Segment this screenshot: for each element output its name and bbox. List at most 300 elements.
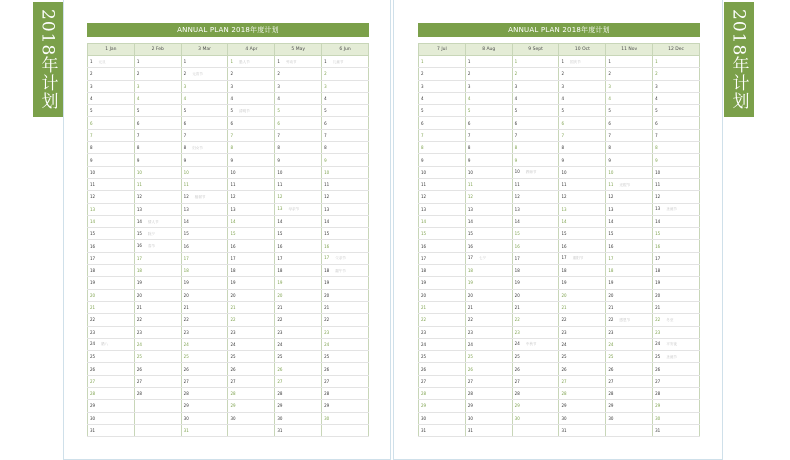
day-cell[interactable]	[559, 265, 606, 277]
day-cell[interactable]	[275, 154, 322, 166]
day-cell[interactable]	[88, 252, 135, 264]
day-cell[interactable]	[559, 166, 606, 178]
day-cell[interactable]	[465, 129, 512, 141]
day-cell[interactable]	[134, 301, 181, 313]
day-cell[interactable]	[275, 166, 322, 178]
day-cell[interactable]	[512, 191, 559, 203]
day-cell[interactable]	[228, 388, 275, 400]
day-cell[interactable]	[322, 105, 369, 117]
day-cell[interactable]	[419, 142, 466, 154]
day-cell[interactable]	[275, 178, 322, 190]
day-cell[interactable]	[465, 117, 512, 129]
day-cell[interactable]	[228, 326, 275, 338]
day-cell[interactable]	[275, 105, 322, 117]
day-cell[interactable]	[465, 105, 512, 117]
day-cell[interactable]	[653, 166, 700, 178]
day-cell[interactable]	[559, 240, 606, 252]
day-cell[interactable]	[88, 80, 135, 92]
day-cell[interactable]	[512, 129, 559, 141]
day-cell[interactable]	[419, 92, 466, 104]
day-cell[interactable]	[653, 338, 700, 350]
day-cell[interactable]	[88, 166, 135, 178]
day-cell[interactable]	[322, 314, 369, 326]
day-cell[interactable]	[275, 80, 322, 92]
day-cell[interactable]	[275, 326, 322, 338]
day-cell[interactable]	[181, 289, 228, 301]
day-cell[interactable]	[181, 400, 228, 412]
day-cell[interactable]	[512, 80, 559, 92]
day-cell[interactable]	[419, 375, 466, 387]
day-cell[interactable]	[134, 203, 181, 215]
day-cell[interactable]	[465, 277, 512, 289]
day-cell[interactable]	[559, 215, 606, 227]
day-cell[interactable]	[512, 412, 559, 424]
day-cell[interactable]	[606, 424, 653, 436]
day-cell[interactable]	[228, 215, 275, 227]
day-cell[interactable]	[88, 240, 135, 252]
day-cell[interactable]	[181, 363, 228, 375]
day-cell[interactable]	[606, 191, 653, 203]
day-cell[interactable]	[512, 142, 559, 154]
day-cell[interactable]	[322, 154, 369, 166]
day-cell[interactable]	[228, 191, 275, 203]
day-cell[interactable]	[465, 388, 512, 400]
day-cell[interactable]	[419, 129, 466, 141]
day-cell[interactable]	[181, 191, 228, 203]
day-cell[interactable]	[606, 228, 653, 240]
day-cell[interactable]	[88, 265, 135, 277]
day-cell[interactable]	[88, 289, 135, 301]
day-cell[interactable]	[653, 228, 700, 240]
day-cell[interactable]	[653, 56, 700, 68]
day-cell[interactable]	[88, 388, 135, 400]
day-cell[interactable]	[559, 68, 606, 80]
day-cell[interactable]	[275, 338, 322, 350]
day-cell[interactable]	[559, 424, 606, 436]
day-cell[interactable]	[559, 412, 606, 424]
day-cell[interactable]	[653, 289, 700, 301]
day-cell[interactable]	[606, 388, 653, 400]
day-cell[interactable]	[559, 363, 606, 375]
day-cell[interactable]	[275, 363, 322, 375]
day-cell[interactable]	[606, 400, 653, 412]
day-cell[interactable]	[559, 191, 606, 203]
day-cell[interactable]	[88, 301, 135, 313]
day-cell[interactable]	[134, 68, 181, 80]
day-cell[interactable]	[181, 338, 228, 350]
day-cell[interactable]	[228, 129, 275, 141]
day-cell[interactable]	[512, 277, 559, 289]
day-cell[interactable]	[88, 215, 135, 227]
day-cell[interactable]	[322, 412, 369, 424]
day-cell[interactable]	[606, 240, 653, 252]
day-cell[interactable]	[512, 166, 559, 178]
day-cell[interactable]	[322, 252, 369, 264]
day-cell[interactable]	[653, 154, 700, 166]
day-cell[interactable]	[134, 252, 181, 264]
day-cell[interactable]	[465, 203, 512, 215]
day-cell[interactable]	[134, 326, 181, 338]
day-cell[interactable]	[559, 178, 606, 190]
day-cell[interactable]	[134, 154, 181, 166]
day-cell[interactable]	[181, 326, 228, 338]
day-cell[interactable]	[465, 191, 512, 203]
day-cell[interactable]	[88, 363, 135, 375]
day-cell[interactable]	[181, 154, 228, 166]
day-cell[interactable]	[181, 228, 228, 240]
day-cell[interactable]	[228, 166, 275, 178]
day-cell[interactable]	[181, 142, 228, 154]
day-cell[interactable]	[322, 80, 369, 92]
day-cell[interactable]	[88, 178, 135, 190]
day-cell[interactable]	[181, 412, 228, 424]
day-cell[interactable]	[134, 105, 181, 117]
day-cell[interactable]	[181, 314, 228, 326]
day-cell[interactable]	[653, 388, 700, 400]
day-cell[interactable]	[181, 265, 228, 277]
day-cell[interactable]	[512, 68, 559, 80]
day-cell[interactable]	[559, 314, 606, 326]
day-cell[interactable]	[512, 363, 559, 375]
day-cell[interactable]	[228, 363, 275, 375]
day-cell[interactable]	[465, 351, 512, 363]
day-cell[interactable]	[559, 388, 606, 400]
day-cell[interactable]	[419, 215, 466, 227]
day-cell[interactable]	[512, 56, 559, 68]
day-cell[interactable]	[181, 252, 228, 264]
day-cell[interactable]	[181, 351, 228, 363]
day-cell[interactable]	[419, 424, 466, 436]
day-cell[interactable]	[322, 92, 369, 104]
day-cell[interactable]	[512, 252, 559, 264]
day-cell[interactable]	[606, 375, 653, 387]
day-cell[interactable]	[228, 289, 275, 301]
day-cell[interactable]	[419, 228, 466, 240]
day-cell[interactable]	[88, 400, 135, 412]
day-cell[interactable]	[134, 166, 181, 178]
day-cell[interactable]	[275, 289, 322, 301]
day-cell[interactable]	[559, 326, 606, 338]
day-cell[interactable]	[275, 265, 322, 277]
day-cell[interactable]	[275, 252, 322, 264]
day-cell[interactable]	[559, 338, 606, 350]
day-cell[interactable]	[653, 142, 700, 154]
day-cell[interactable]	[653, 351, 700, 363]
day-cell[interactable]	[134, 228, 181, 240]
day-cell[interactable]	[606, 92, 653, 104]
day-cell[interactable]	[419, 289, 466, 301]
day-cell[interactable]	[606, 178, 653, 190]
day-cell[interactable]	[419, 301, 466, 313]
day-cell[interactable]	[512, 154, 559, 166]
day-cell[interactable]	[228, 92, 275, 104]
day-cell[interactable]	[228, 314, 275, 326]
day-cell[interactable]	[228, 240, 275, 252]
day-cell[interactable]	[465, 412, 512, 424]
day-cell[interactable]	[181, 424, 228, 436]
day-cell[interactable]	[465, 215, 512, 227]
day-cell[interactable]	[653, 301, 700, 313]
day-cell[interactable]	[275, 203, 322, 215]
day-cell[interactable]	[88, 228, 135, 240]
day-cell[interactable]	[512, 375, 559, 387]
day-cell[interactable]	[606, 326, 653, 338]
day-cell[interactable]	[322, 400, 369, 412]
day-cell[interactable]	[134, 142, 181, 154]
day-cell[interactable]	[606, 351, 653, 363]
day-cell[interactable]	[465, 289, 512, 301]
day-cell[interactable]	[88, 92, 135, 104]
day-cell[interactable]	[88, 154, 135, 166]
day-cell[interactable]	[465, 56, 512, 68]
day-cell[interactable]	[653, 424, 700, 436]
day-cell[interactable]	[419, 265, 466, 277]
day-cell[interactable]	[653, 326, 700, 338]
day-cell[interactable]	[322, 289, 369, 301]
day-cell[interactable]	[134, 289, 181, 301]
day-cell[interactable]	[181, 105, 228, 117]
day-cell[interactable]	[88, 56, 135, 68]
day-cell[interactable]	[181, 178, 228, 190]
day-cell[interactable]	[419, 56, 466, 68]
day-cell[interactable]	[465, 301, 512, 313]
day-cell[interactable]	[465, 338, 512, 350]
day-cell[interactable]	[181, 117, 228, 129]
day-cell[interactable]	[606, 166, 653, 178]
day-cell[interactable]	[275, 56, 322, 68]
day-cell[interactable]	[419, 240, 466, 252]
day-cell[interactable]	[228, 80, 275, 92]
day-cell[interactable]	[322, 351, 369, 363]
day-cell[interactable]	[228, 338, 275, 350]
day-cell[interactable]	[181, 240, 228, 252]
day-cell[interactable]	[228, 142, 275, 154]
day-cell[interactable]	[228, 252, 275, 264]
day-cell[interactable]	[88, 326, 135, 338]
day-cell[interactable]	[653, 400, 700, 412]
day-cell[interactable]	[559, 154, 606, 166]
day-cell[interactable]	[465, 314, 512, 326]
day-cell[interactable]	[275, 388, 322, 400]
day-cell[interactable]	[512, 326, 559, 338]
day-cell[interactable]	[653, 265, 700, 277]
day-cell[interactable]	[653, 314, 700, 326]
day-cell[interactable]	[228, 228, 275, 240]
day-cell[interactable]	[512, 314, 559, 326]
day-cell[interactable]	[606, 314, 653, 326]
day-cell[interactable]	[606, 68, 653, 80]
day-cell[interactable]	[512, 265, 559, 277]
day-cell[interactable]	[512, 400, 559, 412]
day-cell[interactable]	[606, 252, 653, 264]
day-cell[interactable]	[653, 277, 700, 289]
day-cell[interactable]	[228, 375, 275, 387]
day-cell[interactable]	[606, 301, 653, 313]
day-cell[interactable]	[275, 240, 322, 252]
day-cell[interactable]	[88, 142, 135, 154]
day-cell[interactable]	[606, 56, 653, 68]
day-cell[interactable]	[181, 80, 228, 92]
day-cell[interactable]	[465, 265, 512, 277]
day-cell[interactable]	[275, 117, 322, 129]
day-cell[interactable]	[228, 277, 275, 289]
day-cell[interactable]	[181, 203, 228, 215]
day-cell[interactable]	[606, 215, 653, 227]
day-cell[interactable]	[228, 301, 275, 313]
day-cell[interactable]	[465, 326, 512, 338]
day-cell[interactable]	[275, 92, 322, 104]
day-cell[interactable]	[512, 117, 559, 129]
day-cell[interactable]	[419, 178, 466, 190]
day-cell[interactable]	[88, 191, 135, 203]
day-cell[interactable]	[275, 301, 322, 313]
day-cell[interactable]	[275, 215, 322, 227]
day-cell[interactable]	[559, 142, 606, 154]
day-cell[interactable]	[559, 203, 606, 215]
day-cell[interactable]	[419, 338, 466, 350]
day-cell[interactable]	[275, 351, 322, 363]
day-cell[interactable]	[606, 203, 653, 215]
day-cell[interactable]	[322, 265, 369, 277]
day-cell[interactable]	[653, 412, 700, 424]
day-cell[interactable]	[653, 252, 700, 264]
day-cell[interactable]	[419, 400, 466, 412]
day-cell[interactable]	[606, 80, 653, 92]
day-cell[interactable]	[465, 142, 512, 154]
day-cell[interactable]	[512, 388, 559, 400]
day-cell[interactable]	[512, 424, 559, 436]
day-cell[interactable]	[228, 265, 275, 277]
day-cell[interactable]	[653, 117, 700, 129]
day-cell[interactable]	[465, 228, 512, 240]
day-cell[interactable]	[88, 129, 135, 141]
day-cell[interactable]	[419, 203, 466, 215]
day-cell[interactable]	[653, 92, 700, 104]
day-cell[interactable]	[134, 129, 181, 141]
day-cell[interactable]	[653, 215, 700, 227]
day-cell[interactable]	[419, 80, 466, 92]
day-cell[interactable]	[228, 68, 275, 80]
day-cell[interactable]	[465, 178, 512, 190]
day-cell[interactable]	[88, 338, 135, 350]
day-cell[interactable]	[512, 351, 559, 363]
day-cell[interactable]	[88, 424, 135, 436]
day-cell[interactable]	[134, 351, 181, 363]
day-cell[interactable]	[512, 215, 559, 227]
day-cell[interactable]	[322, 388, 369, 400]
day-cell[interactable]	[134, 400, 181, 412]
day-cell[interactable]	[322, 129, 369, 141]
day-cell[interactable]	[606, 265, 653, 277]
day-cell[interactable]	[419, 277, 466, 289]
day-cell[interactable]	[512, 178, 559, 190]
day-cell[interactable]	[322, 424, 369, 436]
day-cell[interactable]	[88, 203, 135, 215]
day-cell[interactable]	[606, 363, 653, 375]
day-cell[interactable]	[559, 117, 606, 129]
day-cell[interactable]	[465, 400, 512, 412]
day-cell[interactable]	[419, 351, 466, 363]
day-cell[interactable]	[559, 56, 606, 68]
day-cell[interactable]	[559, 92, 606, 104]
day-cell[interactable]	[606, 129, 653, 141]
day-cell[interactable]	[322, 301, 369, 313]
day-cell[interactable]	[606, 277, 653, 289]
day-cell[interactable]	[559, 375, 606, 387]
day-cell[interactable]	[228, 56, 275, 68]
day-cell[interactable]	[275, 142, 322, 154]
day-cell[interactable]	[134, 375, 181, 387]
day-cell[interactable]	[653, 178, 700, 190]
day-cell[interactable]	[419, 166, 466, 178]
day-cell[interactable]	[181, 129, 228, 141]
day-cell[interactable]	[228, 424, 275, 436]
day-cell[interactable]	[559, 351, 606, 363]
day-cell[interactable]	[134, 412, 181, 424]
day-cell[interactable]	[559, 105, 606, 117]
day-cell[interactable]	[512, 338, 559, 350]
day-cell[interactable]	[88, 375, 135, 387]
day-cell[interactable]	[181, 375, 228, 387]
day-cell[interactable]	[275, 400, 322, 412]
day-cell[interactable]	[181, 301, 228, 313]
day-cell[interactable]	[322, 228, 369, 240]
day-cell[interactable]	[134, 338, 181, 350]
day-cell[interactable]	[512, 203, 559, 215]
day-cell[interactable]	[653, 203, 700, 215]
day-cell[interactable]	[512, 228, 559, 240]
day-cell[interactable]	[134, 215, 181, 227]
day-cell[interactable]	[181, 277, 228, 289]
day-cell[interactable]	[512, 289, 559, 301]
day-cell[interactable]	[512, 301, 559, 313]
day-cell[interactable]	[88, 277, 135, 289]
day-cell[interactable]	[134, 277, 181, 289]
day-cell[interactable]	[322, 215, 369, 227]
day-cell[interactable]	[465, 80, 512, 92]
day-cell[interactable]	[322, 178, 369, 190]
day-cell[interactable]	[322, 240, 369, 252]
day-cell[interactable]	[228, 400, 275, 412]
day-cell[interactable]	[465, 68, 512, 80]
day-cell[interactable]	[134, 117, 181, 129]
day-cell[interactable]	[653, 363, 700, 375]
day-cell[interactable]	[228, 105, 275, 117]
day-cell[interactable]	[559, 80, 606, 92]
day-cell[interactable]	[606, 338, 653, 350]
day-cell[interactable]	[88, 351, 135, 363]
day-cell[interactable]	[88, 68, 135, 80]
day-cell[interactable]	[419, 388, 466, 400]
day-cell[interactable]	[275, 412, 322, 424]
day-cell[interactable]	[559, 277, 606, 289]
day-cell[interactable]	[322, 326, 369, 338]
day-cell[interactable]	[512, 105, 559, 117]
day-cell[interactable]	[653, 129, 700, 141]
day-cell[interactable]	[653, 375, 700, 387]
day-cell[interactable]	[606, 289, 653, 301]
day-cell[interactable]	[228, 412, 275, 424]
day-cell[interactable]	[134, 363, 181, 375]
day-cell[interactable]	[228, 203, 275, 215]
day-cell[interactable]	[419, 314, 466, 326]
day-cell[interactable]	[559, 228, 606, 240]
day-cell[interactable]	[653, 105, 700, 117]
day-cell[interactable]	[88, 314, 135, 326]
day-cell[interactable]	[419, 191, 466, 203]
day-cell[interactable]	[465, 240, 512, 252]
day-cell[interactable]	[606, 142, 653, 154]
